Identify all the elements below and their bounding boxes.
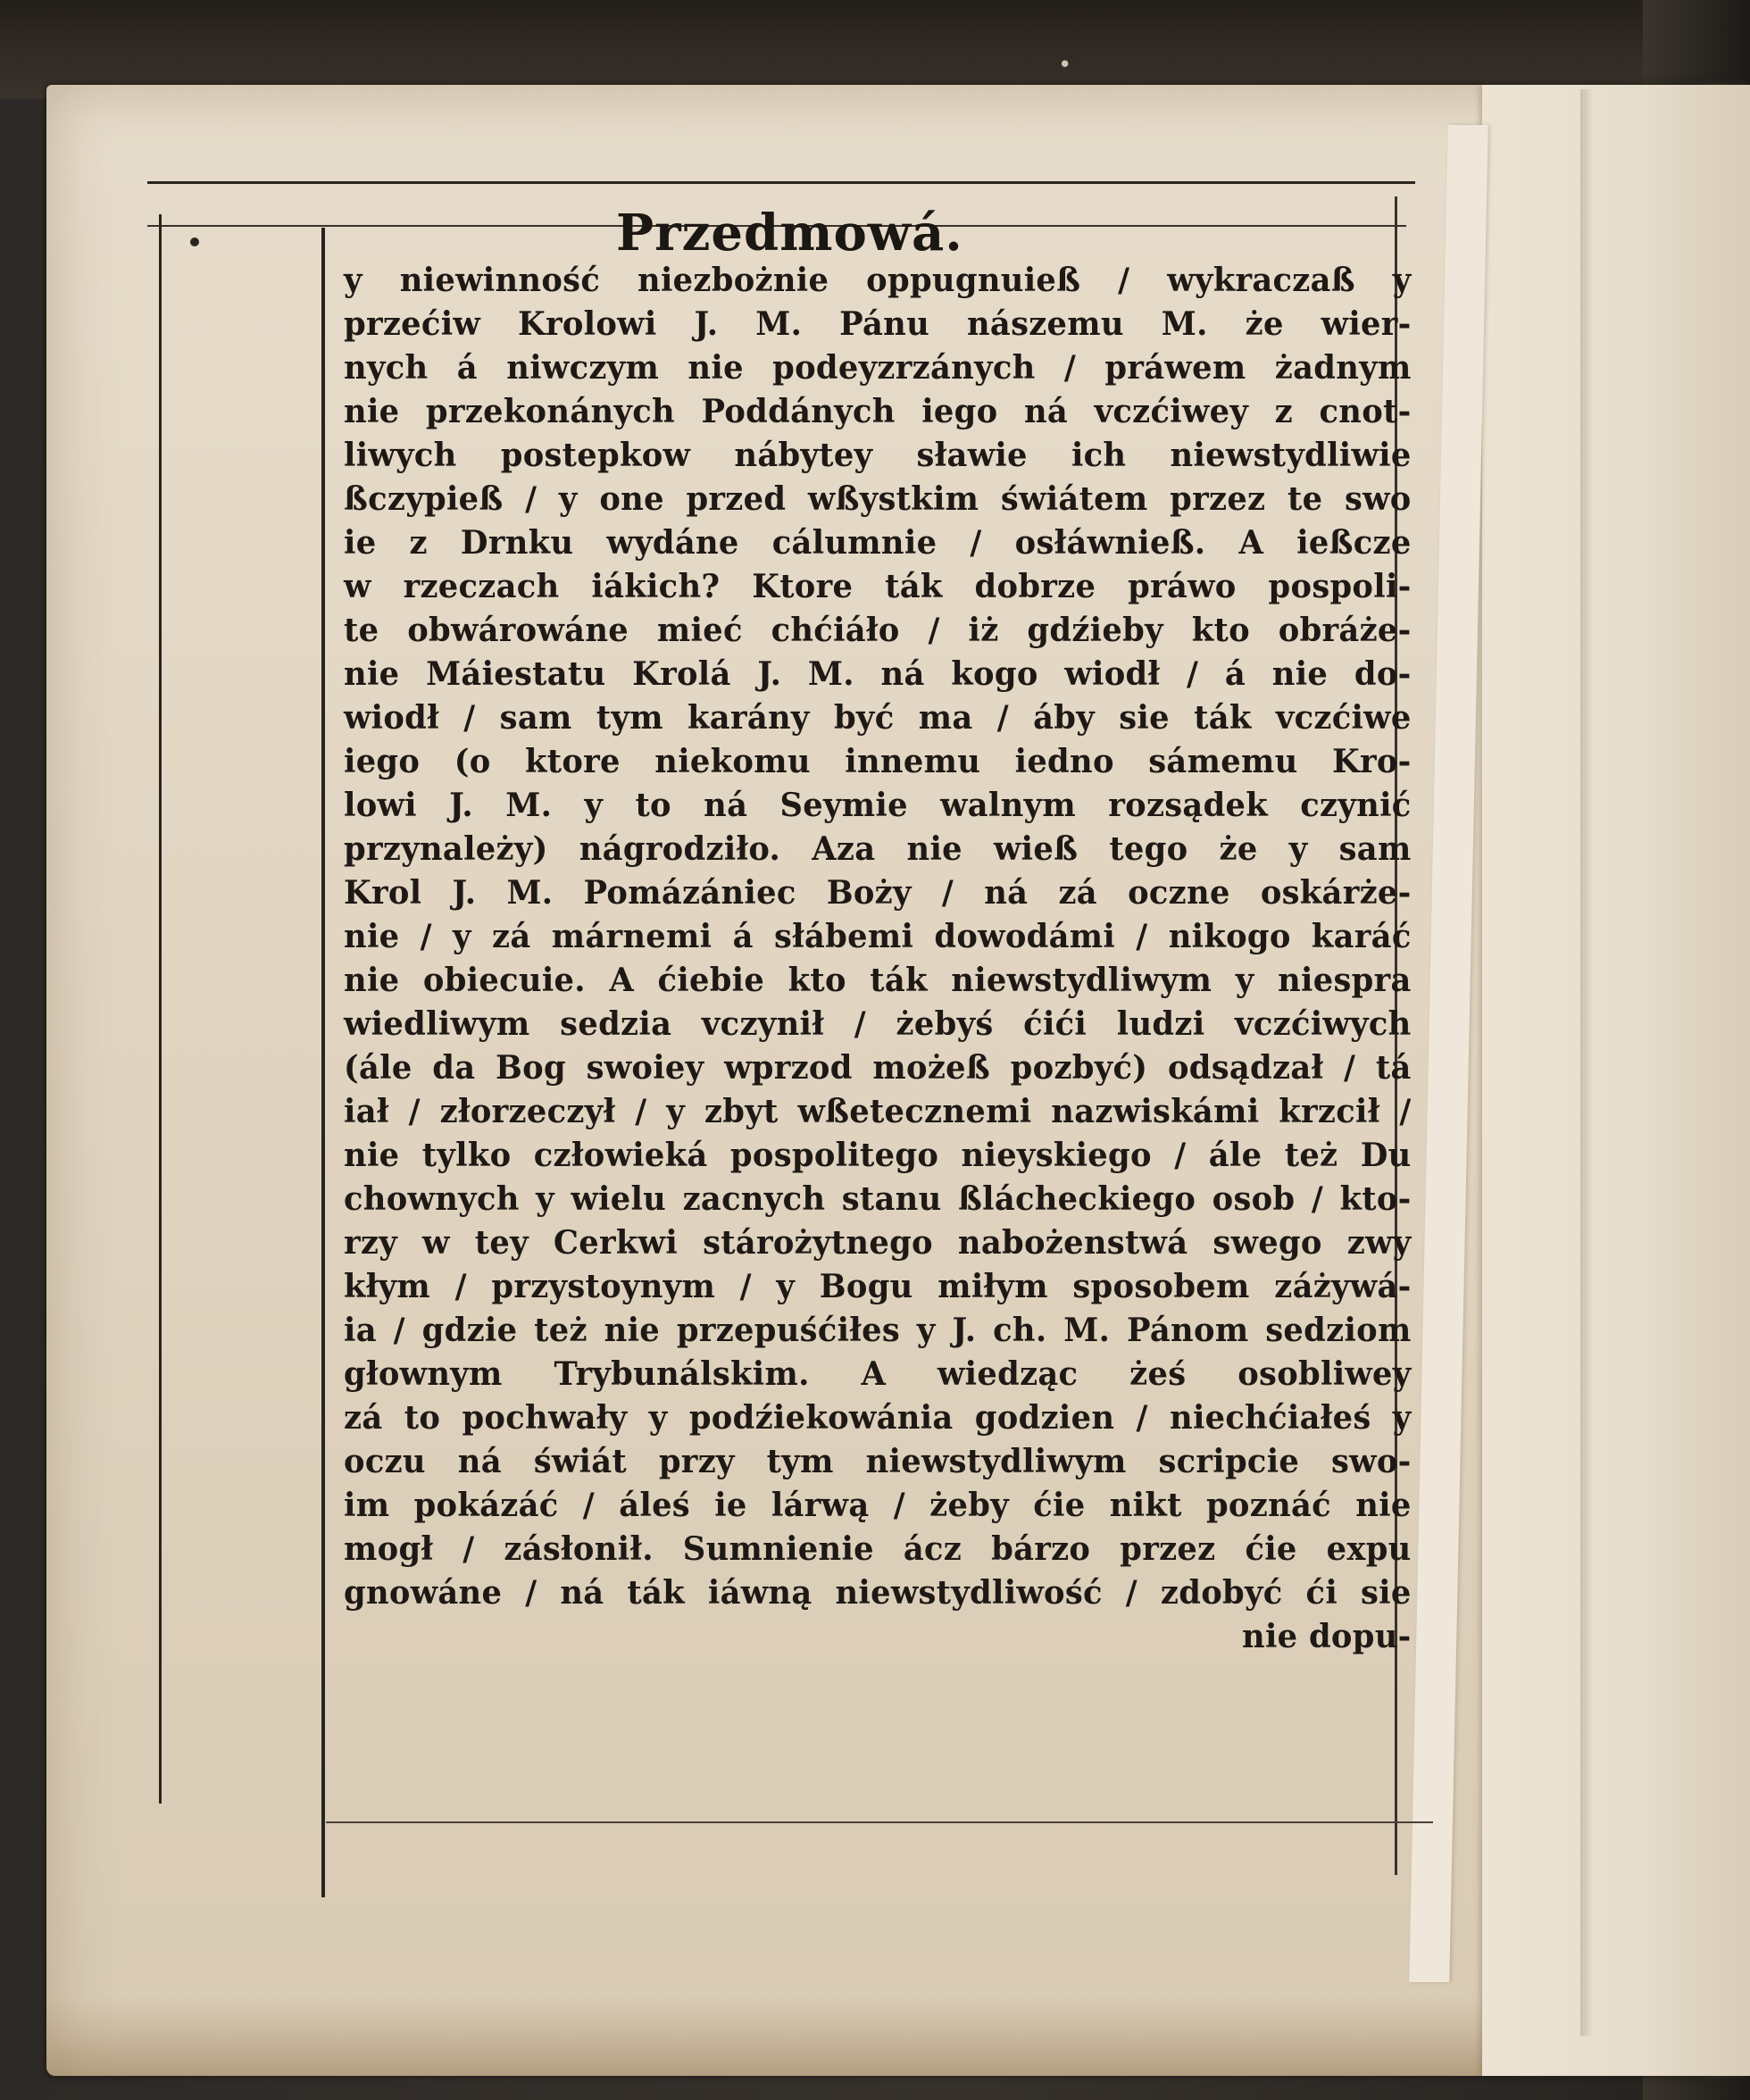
- text-line: iego (o ktore niekomu innemu iedno sámemu Kro-: [344, 743, 1412, 780]
- text-line: y niewinność niezbożnie oppugnuieß / wykraczaß y: [344, 262, 1412, 299]
- text-line: nych á niwczym nie podeyzrzánych / práwem żadnym: [344, 349, 1412, 387]
- text-line: lowi J. M. y to ná Seymie walnym rozsądek czynić: [344, 787, 1412, 824]
- text-line: przećiw Krolowi J. M. Pánu nászemu M. że wier-: [344, 305, 1412, 343]
- text-line: wiodł / sam tym karány być ma / áby sie ták vczćiwe: [344, 699, 1412, 737]
- text-line: im pokázáć / áleś ie lárwą / żeby ćie nikt poznáć nie: [344, 1487, 1412, 1524]
- text-line: (ále da Bog swoiey wprzod możeß pozbyć) odsądzał / tá: [344, 1049, 1412, 1087]
- text-line: nie przekonánych Poddánych iego ná vczćiwey z cnot-: [344, 393, 1412, 430]
- page-fold-shadow: [1580, 89, 1593, 2036]
- frame-top-rule: [147, 181, 1415, 184]
- text-line: chownych y wielu zacnych stanu ßlácheckiego osob / kto-: [344, 1180, 1412, 1218]
- text-line: wiedliwym sedzia vczynił / żebyś ćići ludzi vczćiwych: [344, 1005, 1412, 1043]
- bullet-dot-icon: [190, 238, 199, 246]
- text-line: gnowáne / ná ták iáwną niewstydliwość / zdobyć ći sie: [344, 1574, 1412, 1612]
- text-line: nie Máiestatu Krolá J. M. ná kogo wiodł / á nie do-: [344, 655, 1412, 693]
- text-line: nie tylko człowieká pospolitego nieyskiego / ále też Du: [344, 1137, 1412, 1174]
- text-line: iał / złorzeczył / y zbyt wßetecznemi nazwiskámi krzcił /: [344, 1093, 1412, 1130]
- text-line: rzy w tey Cerkwi stárożytnego nabożenstwá swego zwy: [344, 1224, 1412, 1262]
- text-line: ßczypieß / y one przed wßystkim świátem przez te swo: [344, 480, 1412, 518]
- text-line: głownym Trybunálskim. A wiedząc żeś osobliwey: [344, 1355, 1412, 1393]
- text-line: oczu ná świát przy tym niewstydliwym scripcie swo-: [344, 1443, 1412, 1480]
- text-line: w rzeczach iákich? Ktore ták dobrze práwo pospoli-: [344, 568, 1412, 605]
- frame-inner-rule: [321, 228, 325, 1897]
- text-block: [344, 259, 1433, 1659]
- text-line: przynależy) nágrodziło. Aza nie wieß tego że y sam: [344, 830, 1412, 868]
- text-line: kłym / przystoynym / y Bogu miłym sposobem záżywá-: [344, 1268, 1412, 1305]
- catchword: nie dopu-: [1242, 1618, 1412, 1655]
- text-line: liwych postepkow nábytey sławie ich niewstydliwie: [344, 437, 1412, 474]
- frame-left-rule: [159, 214, 162, 1804]
- text-line: Krol J. M. Pomázániec Boży / ná zá oczne oskárże-: [344, 874, 1412, 912]
- text-line: ie z Drnku wydáne cálumnie / osłáwnieß. A ießcze: [344, 524, 1412, 562]
- next-page-edge: [1482, 85, 1750, 2076]
- text-line: mogł / zásłonił. Sumnienie ácz bárzo przez ćie expu: [344, 1530, 1412, 1568]
- text-line: nie / y zá márnemi á słábemi dowodámi / nikogo karáć: [344, 918, 1412, 955]
- text-line: nie obiecuie. A ćiebie kto ták niewstydliwym y niespra: [344, 962, 1412, 999]
- top-binding-strip: [0, 0, 1750, 98]
- text-line: ia / gdzie też nie przepuśćiłes y J. ch. M. Pánom sedziom: [344, 1312, 1412, 1349]
- text-line: te obwárowáne mieć chćiáło / iż gdźieby kto obráże-: [344, 612, 1412, 649]
- footer-rule: [326, 1821, 1433, 1823]
- text-line: zá to pochwały y podźiekowánia godzien / niechćiałeś y: [344, 1399, 1412, 1437]
- margin-mark-icon: •: [1058, 52, 1072, 79]
- page-title: Przedmowá.: [616, 204, 963, 262]
